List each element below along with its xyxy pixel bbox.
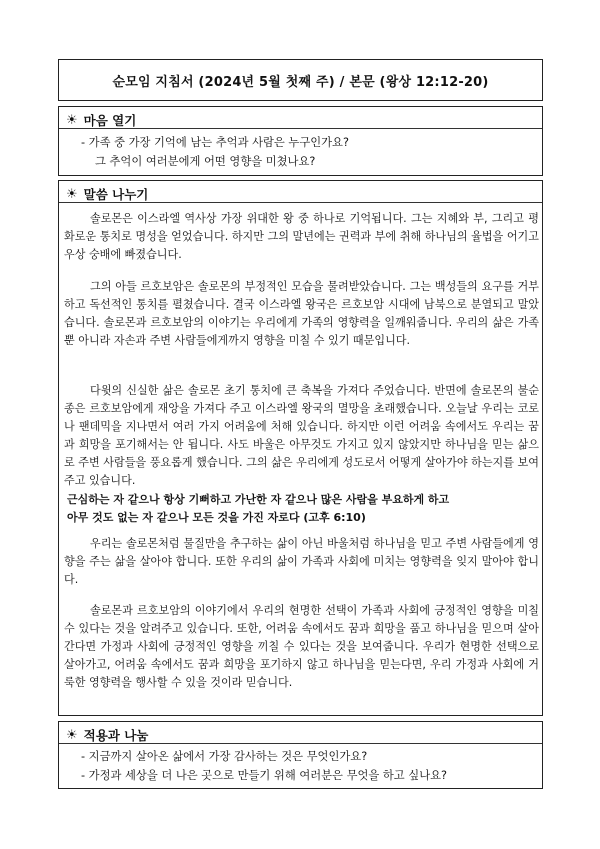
section-word-sharing (58, 180, 543, 716)
sun-icon: ☀ (66, 727, 78, 743)
section-header (66, 185, 148, 203)
sun-icon: ☀ (66, 186, 78, 202)
sun-icon: ☀ (66, 112, 78, 128)
section-divider (59, 202, 542, 203)
paragraph: 우리는 솔로몬처럼 물질만을 추구하는 삶이 아닌 바울처럼 하나님을 믿고 주변 사람들에게 영향을 주는 삶을 살아야 합니다. 또한 우리의 삶이 가족과 사회에 미치는 영향력을 잊지 말아야 합니다. (64, 537, 539, 586)
section-header (66, 111, 136, 129)
verse-line: 아무 것도 없는 자 같으나 모든 것을 가진 자로다 (고후 6:10) (67, 511, 366, 524)
question-item: - 가정과 세상을 더 나은 곳으로 만들기 위해 여러분은 무엇을 하고 싶나요? (81, 769, 448, 782)
section-heading: 적용과 나눔 (83, 728, 149, 743)
verse-line: 근심하는 자 같으나 항상 기뻐하고 가난한 자 같으나 많은 사람을 부요하게 하고 (67, 493, 450, 506)
section-application (58, 721, 543, 789)
question-item: - 지금까지 살아온 삶에서 가장 감사하는 것은 무엇인가요? (81, 750, 368, 763)
paragraph: 그의 아들 르호보암은 솔로몬의 부정적인 모습을 물려받았습니다. 그는 백성들의 요구를 거부하고 독선적인 통치를 펼쳤습니다. 결국 이스라엘 왕국은 르호보암 시대에 남북으로 분열되고 말았습니다. 솔로몬과 르호보암의 이야기는 우리에게 가족의 영향력을 일깨워줍니다. 우리의 삶은 가족뿐 아니라 자손과 주변 사람들에게까지 영향을 미칠 수 있기 때문입니다. (64, 280, 539, 347)
section-heading: 말씀 나누기 (83, 187, 149, 202)
section-divider (59, 743, 542, 744)
section-divider (59, 128, 542, 129)
title-box (58, 59, 543, 101)
section-heading: 마음 열기 (83, 113, 137, 128)
paragraph: 솔로몬은 이스라엘 역사상 가장 위대한 왕 중 하나로 기억됩니다. 그는 지혜와 부, 그리고 평화로운 통치로 명성을 얻었습니다. 하지만 그의 말년에는 권력과 부에 취해 하나님의 율법을 어기고 우상 숭배에 빠졌습니다. (64, 212, 539, 261)
question-item: 그 추억이 여러분에게 어떤 영향을 미쳤나요? (95, 155, 316, 168)
paragraph: 다윗의 신실한 삶은 솔로몬 초기 통치에 큰 축복을 가져다 주었습니다. 반면에 솔로몬의 불순종은 르호보암에게 재앙을 가져다 주고 이스라엘 왕국의 멸망을 초래했습니다. 오늘날 우리는 코로나 팬데믹을 지나면서 여러 가지 어려움에 처해 있습니다. 하지만 이런 어려움 속에서도 우리는 꿈과 희망을 포기해서는 안 됩니다. 사도 바울은 아무것도 가지고 있지 않았지만 하나님을 믿는 삶으로 주변 사람들을 풍요롭게 했습니다. 그의 삶은 우리에게 성도로서 어떻게 살아가야 하는지를 보여주고 있습니다. (64, 384, 540, 487)
paragraph: 솔로몬과 르호보암의 이야기에서 우리의 현명한 선택이 가족과 사회에 긍정적인 영향을 미칠 수 있다는 것을 알려주고 있습니다. 또한, 어려움 속에서도 꿈과 희망을 품고 하나님을 믿으며 살아간다면 가정과 사회에 긍정적인 영향을 끼칠 수 있다는 것을 보여줍니다. 우리가 현명한 선택으로 살아가고, 어려움 속에서도 꿈과 희망을 포기하지 않고 하나님을 믿는다면, 우리 가정과 사회에 거룩한 영향력을 행사할 수 있을 것이라 믿습니다. (64, 604, 539, 689)
bible-verse (67, 491, 537, 527)
page-title: 순모임 지침서 (2024년 5월 첫째 주) / 본문 (왕상 12:12-20) (112, 74, 489, 90)
section-header (66, 726, 148, 744)
section-open-heart (58, 106, 543, 176)
question-item: - 가족 중 가장 기억에 남는 추억과 사람은 누구인가요? (81, 136, 349, 149)
